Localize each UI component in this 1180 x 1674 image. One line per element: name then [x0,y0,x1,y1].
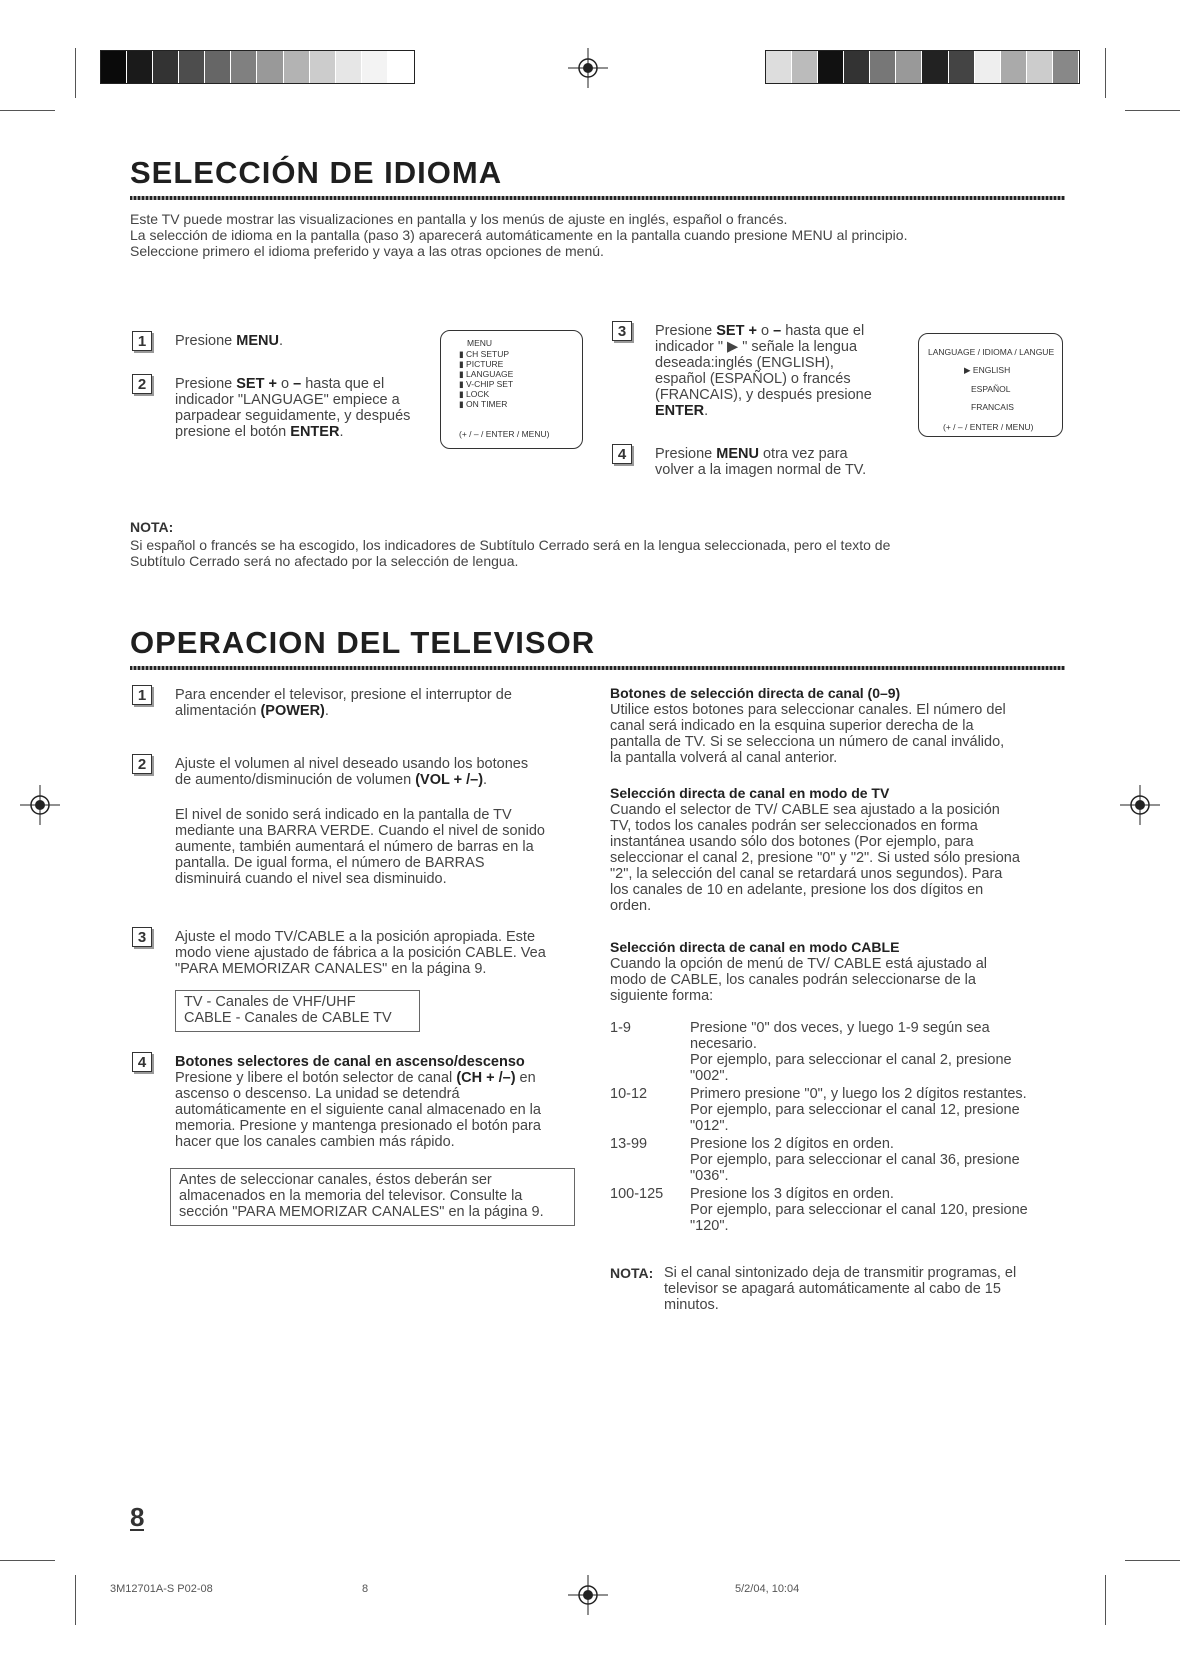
paragraph-line: Cuando el selector de TV/ CABLE sea ajustado a la posición [610,802,1000,818]
paragraph-line: la pantalla volverá al canal anterior. [610,750,838,766]
note-line: Subtítulo Cerrado será no afectado por la selección de lengua. [130,553,519,569]
osd-item: ▮ CH SETUP [459,349,510,359]
step-text [655,323,872,419]
step-number: 4 [612,444,632,464]
paragraph-line: orden. [610,898,652,914]
osd-title: MENU [467,338,493,348]
range-line: "012". [690,1118,729,1134]
footer-code: 3M12701A-S P02-08 [110,1583,213,1595]
step-line: ascenso o descenso. La unidad se detendrá [175,1086,460,1102]
step-text [175,1054,541,1150]
step-line: modo viene ajustado de fábrica a la posición CABLE. Vea [175,945,546,961]
step-line: presione el botón ENTER. [175,424,344,440]
crop-mark [75,48,76,98]
step-line: Ajuste el modo TV/CABLE a la posición apropiada. Este [175,929,536,945]
print-grayscale-bar-left [100,50,415,84]
step-number: 3 [612,321,632,341]
osd-item: ▮ V-CHIP SET [459,379,514,389]
registration-mark-icon [1120,785,1160,825]
step-text [655,446,866,478]
step-line: Presione MENU. [175,333,283,349]
paragraph-line: los canales de 10 en adelante, presione los dos dígitos en [610,882,984,898]
page-number: 8 [130,1502,145,1532]
step-line: español (ESPAÑOL) o francés [655,371,851,387]
osd-item-label: PICTURE [466,359,504,369]
box-line: Antes de seleccionar canales, éstos deberán ser [179,1172,492,1188]
subheading-direct-select: Botones de selección directa de canal (0–9) [610,685,901,701]
print-grayscale-bar-right [765,50,1080,84]
box-line: sección "PARA MEMORIZAR CANALES" en la página 9. [179,1204,544,1220]
osd-item: ESPAÑOL [971,384,1011,394]
range-line: Por ejemplo, para seleccionar el canal 2, presione [690,1052,1012,1068]
osd-item: ▮ LANGUAGE [459,369,514,379]
subheading-cable-mode: Selección directa de canal en modo CABLE [610,939,900,955]
section-title-operation: OPERACION DEL TELEVISOR [130,625,596,660]
memorize-info-box [170,1168,575,1226]
step-text [175,929,546,977]
step-line: Presione SET + o – hasta que el [655,323,865,339]
box-line: almacenados en la memoria del televisor. Consulte la [179,1188,523,1204]
menu-osd-screen [440,330,583,449]
footer-date: 5/2/04, 10:04 [735,1583,800,1595]
tv-mode-paragraph [610,802,1020,914]
paragraph-line: modo de CABLE, los canales podrán seleccionarse de la [610,972,976,988]
step-text [175,376,410,440]
step-line: (FRANCAIS), y después presione [655,387,872,403]
range-line: necesario. [690,1036,757,1052]
step-line: ENTER. [655,403,709,419]
section-rule [130,196,1065,200]
paragraph-line: aumente, también aumentará el número de barras en la [175,839,534,855]
range-line: "002". [690,1068,729,1084]
note-line: Si español o francés se ha escogido, los indicadores de Subtítulo Cerrado será en la lengua seleccionada, pero el texto de [130,537,891,553]
step-number: 4 [132,1052,152,1072]
cable-mode-paragraph [610,956,987,1004]
channel-range-text [690,1020,1012,1084]
step-line: Botones selectores de canal en ascenso/descenso [175,1054,525,1070]
crop-mark [0,1560,55,1561]
step-line: Presione y libere el botón selector de canal (CH + /–) en [175,1070,536,1086]
direct-select-paragraph [610,702,1006,766]
section-rule [130,666,1065,670]
step-line: Presione SET + o – hasta que el [175,376,385,392]
crop-mark [1125,1560,1180,1561]
channel-range-text [690,1086,1027,1134]
paragraph-line: El nivel de sonido será indicado en la pantalla de TV [175,807,512,823]
step-line: alimentación (POWER). [175,703,329,719]
paragraph-line: mediante una BARRA VERDE. Cuando el nivel de sonido [175,823,545,839]
step-line: hacer que los canales cambien más rápido. [175,1134,455,1150]
crop-mark [1105,48,1106,98]
osd-item-label: LOCK [466,389,490,399]
step-text [175,756,528,788]
step-number: 1 [132,685,152,705]
note-line: televisor se apagará automáticamente al cabo de 15 [664,1281,1001,1297]
osd-footer: (+ / – / ENTER / MENU) [459,429,550,439]
note-label: NOTA: [130,519,174,535]
step-line: indicador " ▶ " señale la lengua [655,339,858,355]
paragraph-line: pantalla. De igual forma, el número de BARRAS [175,855,485,871]
paragraph-line: Cuando la opción de menú de TV/ CABLE está ajustado al [610,956,987,972]
step-number: 2 [132,374,152,394]
language-osd-screen [918,333,1063,437]
osd-item: ▮ LOCK [459,389,490,399]
registration-mark-icon [20,785,60,825]
step-line: memoria. Presione y mantenga presionado el botón para [175,1118,541,1134]
step-line: Ajuste el volumen al nivel deseado usando los botones [175,756,529,772]
paragraph-line: pantalla de TV. Si se selecciona un número de canal inválido, [610,734,1005,750]
channel-range-label: 13-99 [610,1136,648,1152]
channel-range-text [690,1136,1020,1184]
osd-item-label: ON TIMER [466,399,508,409]
note-line: minutos. [664,1297,719,1313]
osd-item-selected: ▶ ENGLISH [964,365,1011,375]
step-line: parpadear seguidamente, y después [175,408,411,424]
step-number: 3 [132,927,152,947]
step-line: automáticamente en el siguiente canal almacenado en la [175,1102,541,1118]
section-title-language: SELECCIÓN DE IDIOMA [130,155,503,190]
note-text [130,537,1080,569]
volume-paragraph [175,807,545,887]
paragraph-line: siguiente forma: [610,988,714,1004]
paragraph-line: disminuirá cuando el nivel sea disminuido. [175,871,447,887]
step-number: 2 [132,754,152,774]
intro-line: Seleccione primero el idioma preferido y vaya a las otras opciones de menú. [130,243,604,259]
osd-item-label: V-CHIP SET [466,379,514,389]
step-text [175,687,512,719]
step-number: 1 [132,331,152,351]
osd-footer: (+ / – / ENTER / MENU) [943,422,1034,432]
range-line: Por ejemplo, para seleccionar el canal 120, presione [690,1202,1028,1218]
range-line: "120". [690,1218,729,1234]
paragraph-line: instantánea usando sólo dos botones (Por ejemplo, para [610,834,974,850]
paragraph-line: "2", la selección del canal se retardará unos segundos). Para [610,866,1003,882]
step-line: Presione MENU otra vez para [655,446,848,462]
step-text [175,333,283,349]
note-line: Si el canal sintonizado deja de transmitir programas, el [664,1265,1017,1281]
osd-item: ▮ ON TIMER [459,399,508,409]
paragraph-line: seleccionar el canal 2, presione "0" y "2". Si usted sólo presiona [610,850,1020,866]
note-text [664,1265,1016,1313]
osd-item-label: LANGUAGE [466,369,514,379]
paragraph-line: Utilice estos botones para seleccionar canales. El número del [610,702,1006,718]
osd-item: FRANCAIS [971,402,1014,412]
step-line: volver a la imagen normal de TV. [655,462,867,478]
channel-range-label: 10-12 [610,1086,648,1102]
intro-line: Este TV puede mostrar las visualizaciones en pantalla y los menús de ajuste en inglés, español o francés. [130,211,788,227]
step-line: Para encender el televisor, presione el interruptor de [175,687,512,703]
registration-mark-icon [568,48,608,88]
osd-item: ▮ PICTURE [459,359,504,369]
paragraph-line: TV, todos los canales podrán ser seleccionados en forma [610,818,978,834]
mode-info-box [175,990,420,1032]
crop-mark [1125,110,1180,111]
step-line: indicador "LANGUAGE" empiece a [175,392,400,408]
range-line: Por ejemplo, para seleccionar el canal 36, presione [690,1152,1020,1168]
step-line: de aumento/disminución de volumen (VOL + /–). [175,772,488,788]
subheading-tv-mode: Selección directa de canal en modo de TV [610,785,890,801]
crop-mark [75,1575,76,1625]
range-line: Presione los 2 dígitos en orden. [690,1136,894,1152]
section-intro [130,211,1080,259]
box-line: TV - Canales de VHF/UHF [184,994,356,1010]
intro-line: La selección de idioma en la pantalla (paso 3) aparecerá automáticamente en la pantalla cuando presione MENU al principio. [130,227,908,243]
range-line: Por ejemplo, para seleccionar el canal 12, presione [690,1102,1020,1118]
range-line: Presione los 3 dígitos en orden. [690,1186,894,1202]
step-line: "PARA MEMORIZAR CANALES" en la página 9. [175,961,487,977]
crop-mark [1105,1575,1106,1625]
osd-title: LANGUAGE / IDIOMA / LANGUE [928,347,1055,357]
box-line: CABLE - Canales de CABLE TV [184,1010,392,1026]
channel-range-text [690,1186,1028,1234]
range-line: "036". [690,1168,729,1184]
channel-range-label: 1-9 [610,1020,631,1036]
range-line: Presione "0" dos veces, y luego 1-9 según sea [690,1020,990,1036]
paragraph-line: canal será indicado en la esquina superior derecha de la [610,718,974,734]
footer-page: 8 [362,1583,369,1595]
crop-mark [0,110,55,111]
channel-range-label: 100-125 [610,1186,664,1202]
range-line: Primero presione "0", y luego los 2 dígitos restantes. [690,1086,1027,1102]
note-label: NOTA: [610,1265,654,1281]
step-line: deseada:inglés (ENGLISH), [655,355,834,371]
osd-item-label: CH SETUP [466,349,510,359]
registration-mark-icon [568,1575,608,1615]
